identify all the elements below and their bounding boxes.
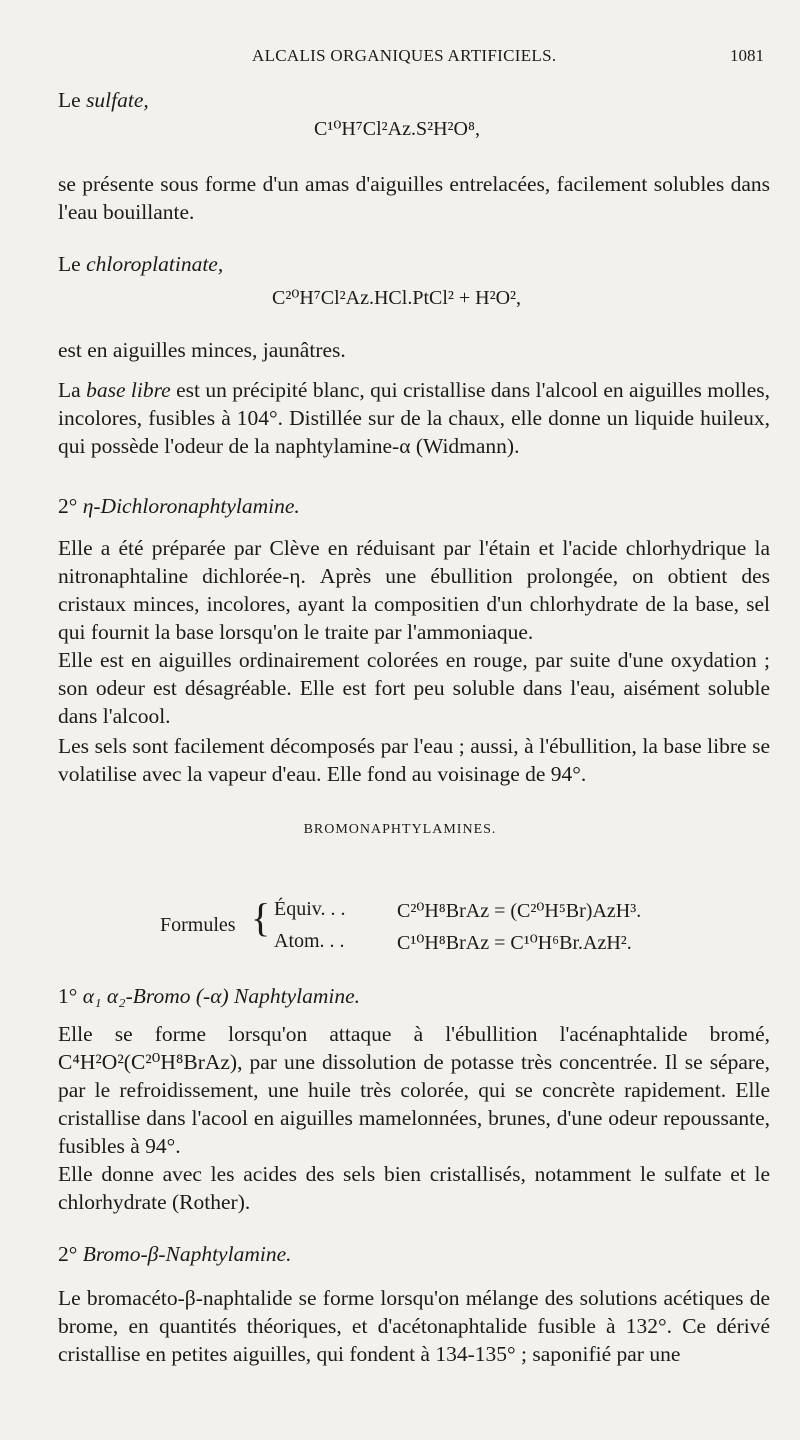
beta-bromo-heading: [58, 1242, 292, 1267]
lead-italic: sulfate,: [86, 88, 149, 112]
lead-text: Le: [58, 88, 87, 112]
lead-text: Le: [58, 252, 87, 276]
section-title: η-Dichloronaphtylamine.: [82, 494, 300, 518]
section-number: 1°: [58, 984, 83, 1008]
lead-text: La: [58, 378, 87, 402]
beta-bromo-para-1: Le bromacéto-β-naphtalide se forme lorsqu'on mélange des solutions acétiques de brome, en quantités théoriques, et d'acétonaphtalide fusible à 132°. Ce dérivé cristallise en petites aiguilles, qui fondent à 134-135° ; saponifié par une: [58, 1286, 770, 1366]
bromonaphtylamines-heading: BROMONAPHTYLAMINES.: [303, 822, 497, 837]
dichloro-para-3: Les sels sont facilement décomposés par l'eau ; aussi, à l'ébullition, la base libre se volatilise avec la vapeur d'eau. Elle fond au voisinage de 94°.: [58, 734, 770, 786]
formules-label: Formules: [160, 914, 236, 936]
lead-italic: base libre: [86, 378, 171, 402]
page-number: 1081: [730, 46, 764, 65]
formula-row-equiv: [274, 898, 345, 921]
sulfate-lead: [58, 88, 149, 113]
formula-row-atom-value: C¹⁰H⁸BrAz = C¹⁰H⁶Br.AzH².: [397, 932, 632, 954]
alpha-bromo-para-2: Elle donne avec les acides des sels bien cristallisés, notamment le sulfate et le chlorhydrate (Rother).: [58, 1162, 770, 1214]
alpha-bromo-heading: [58, 984, 360, 1009]
running-title: ALCALIS ORGANIQUES ARTIFICIELS.: [252, 46, 557, 65]
sulfate-formula: C¹⁰H⁷Cl²Az.S²H²O⁸,: [314, 118, 480, 140]
section-title: α₁ α₂-Bromo (-α) Naphtylamine.: [82, 984, 361, 1008]
running-header: [0, 46, 800, 70]
row-label: Atom. . .: [274, 930, 345, 952]
chloroplatinate-lead: [58, 252, 223, 277]
dichloro-para-2: Elle est en aiguilles ordinairement colorées en rouge, par suite d'une oxydation ; son odeur est désagréable. Elle est fort peu soluble dans l'eau, aisément soluble dans l'alcool.: [58, 648, 770, 728]
formula-row-equiv-value: C²⁰H⁸BrAz = (C²⁰H⁵Br)AzH³.: [397, 900, 642, 922]
row-label: Équiv. . .: [274, 898, 346, 920]
sulfate-text: se présente sous forme d'un amas d'aiguilles entrelacées, facilement solubles dans l'eau bouillante.: [58, 172, 770, 224]
alpha-bromo-para-1: Elle se forme lorsqu'on attaque à l'ébullition l'acénaphtalide bromé, C⁴H²O²(C²⁰H⁸BrAz), par une dissolution de potasse très concentrée. Il se sépare, par le refroidissement, une huile très colorée, qui se concrète rapidement. Elle cristallise dans l'acool en aiguilles mamelonnées, brunes, d'une odeur repoussante, fusibles à 94°.: [58, 1022, 770, 1158]
section-title: Bromo-β-Naphtylamine.: [82, 1242, 292, 1266]
chloroplatinate-formula: C²⁰H⁷Cl²Az.HCl.PtCl² + H²O²,: [272, 287, 522, 309]
formula-row-atom: [274, 930, 345, 953]
chloroplatinate-text: est en aiguilles minces, jaunâtres.: [58, 338, 346, 362]
dichloro-heading: [58, 494, 300, 519]
base-libre-paragraph: [58, 376, 770, 460]
dichloro-para-1: Elle a été préparée par Clève en réduisant par l'étain et l'acide chlorhydrique la nitronaphtaline dichlorée-η. Après une ébullition prolongée, on obtient des cristaux minces, incolores, ayant la compositien d'un chlorhydrate de la base, sel qui fournit la base lorsqu'on le traite par l'ammoniaque.: [58, 536, 770, 644]
lead-italic: chloroplatinate,: [86, 252, 224, 276]
section-number: 2°: [58, 1242, 83, 1266]
body-text: est un précipité blanc, qui cristallise dans l'alcool en aiguilles molles, incolores, fusibles à 104°. Distillée sur de la chaux, elle donne un liquide huileux, qui possède l'odeur de la naphtylamine-α (Widmann).: [58, 378, 770, 458]
section-number: 2°: [58, 494, 83, 518]
brace-icon: {: [251, 895, 271, 940]
